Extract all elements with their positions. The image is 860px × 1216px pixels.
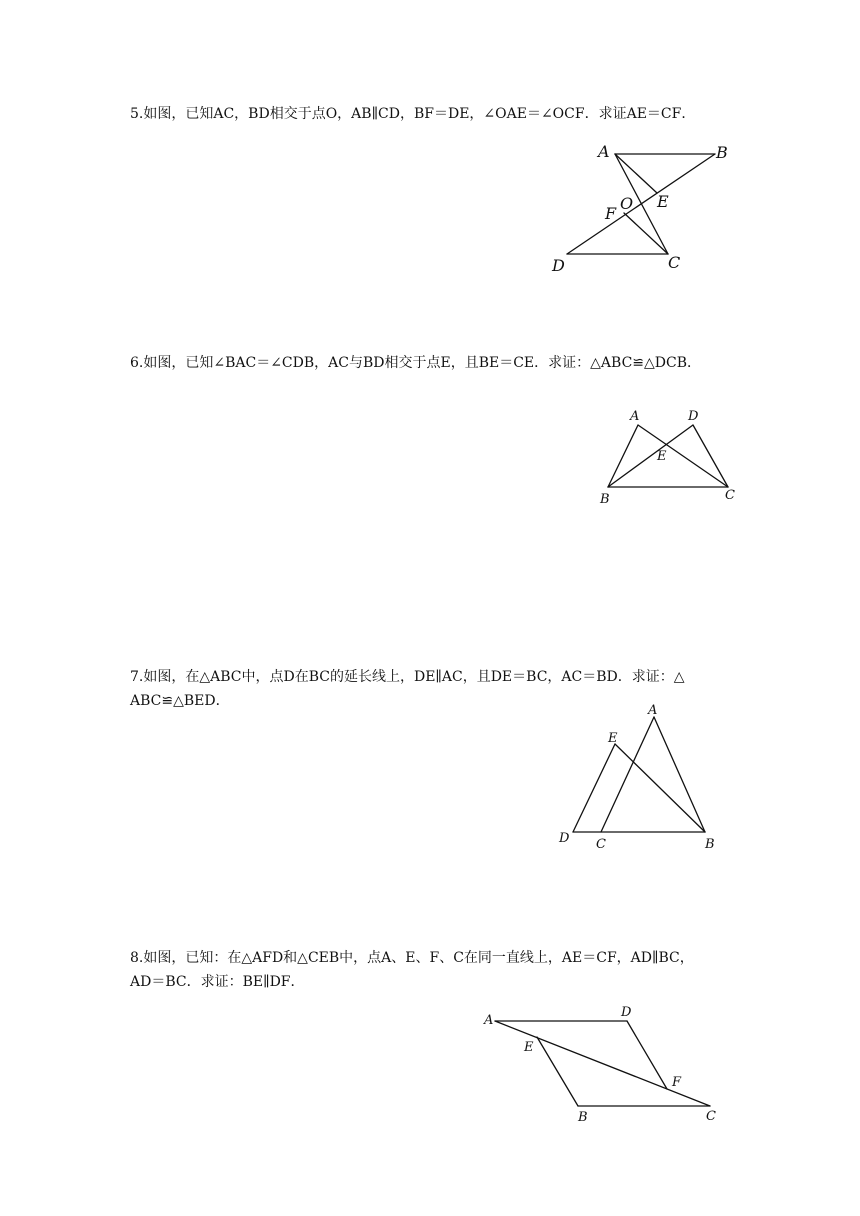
segment-cf <box>624 213 668 254</box>
segment-eb <box>537 1037 578 1106</box>
problem-6-text: 6.如图，已知∠BAC＝∠CDB，AC与BD相交于点E，且BE＝CE．求证：△ABC≌△DCB． <box>130 355 702 371</box>
problem-7-text-line-2: ABC≌△BED． <box>130 693 230 709</box>
problem-8-text-line-1: 8.如图，已知：在△AFD和△CEB中，点A、E、F、C在同一直线上，AE＝CF，AD∥BC， <box>130 950 694 966</box>
label-e: E <box>608 731 618 746</box>
segment-ae <box>615 154 657 193</box>
problem-8-text-line-2: AD＝BC．求证：BE∥DF． <box>130 974 305 990</box>
label-b: B <box>578 1110 588 1125</box>
label-a: A <box>630 409 640 424</box>
segment-dc <box>693 425 728 487</box>
segment-de <box>573 744 615 832</box>
label-o: O <box>620 194 634 213</box>
label-d: D <box>552 256 565 275</box>
label-b: B <box>716 143 728 162</box>
label-a: A <box>598 142 610 161</box>
problem-5-text: 5.如图，已知AC，BD相交于点O，AB∥CD，BF＝DE，∠OAE＝∠OCF．求证AE＝CF． <box>130 106 696 122</box>
label-c: C <box>668 253 681 272</box>
label-c: C <box>725 488 735 503</box>
label-f: F <box>605 204 617 223</box>
segment-bd <box>567 154 715 254</box>
problem-7-figure <box>550 700 730 860</box>
label-e: E <box>657 449 667 464</box>
label-b: B <box>600 492 610 507</box>
problem-6-figure <box>590 400 750 510</box>
problem-8-figure <box>480 1000 730 1130</box>
segment-ab <box>654 717 705 832</box>
segment-df <box>627 1021 667 1089</box>
problem-8-statement <box>130 946 740 994</box>
problem-5-statement <box>130 102 740 126</box>
problem-7-text-line-1: 7.如图，在△ABC中，点D在BC的延长线上，DE∥AC，且DE＝BC，AC＝BD．求证：△ <box>130 669 685 685</box>
problem-6-statement <box>130 351 740 375</box>
label-d: D <box>688 409 699 424</box>
label-c: C <box>596 837 606 852</box>
label-e: E <box>524 1040 534 1055</box>
label-b: B <box>705 837 715 852</box>
segment-eb <box>615 744 705 832</box>
label-c: C <box>706 1109 716 1124</box>
segment-ab <box>608 425 638 487</box>
problem-5-figure <box>540 135 750 280</box>
label-d: D <box>559 831 570 846</box>
segment-ac <box>495 1021 710 1106</box>
label-e: E <box>657 192 669 211</box>
label-a: A <box>484 1013 494 1028</box>
label-a: A <box>648 703 658 718</box>
label-d: D <box>621 1005 632 1020</box>
label-f: F <box>672 1075 682 1090</box>
